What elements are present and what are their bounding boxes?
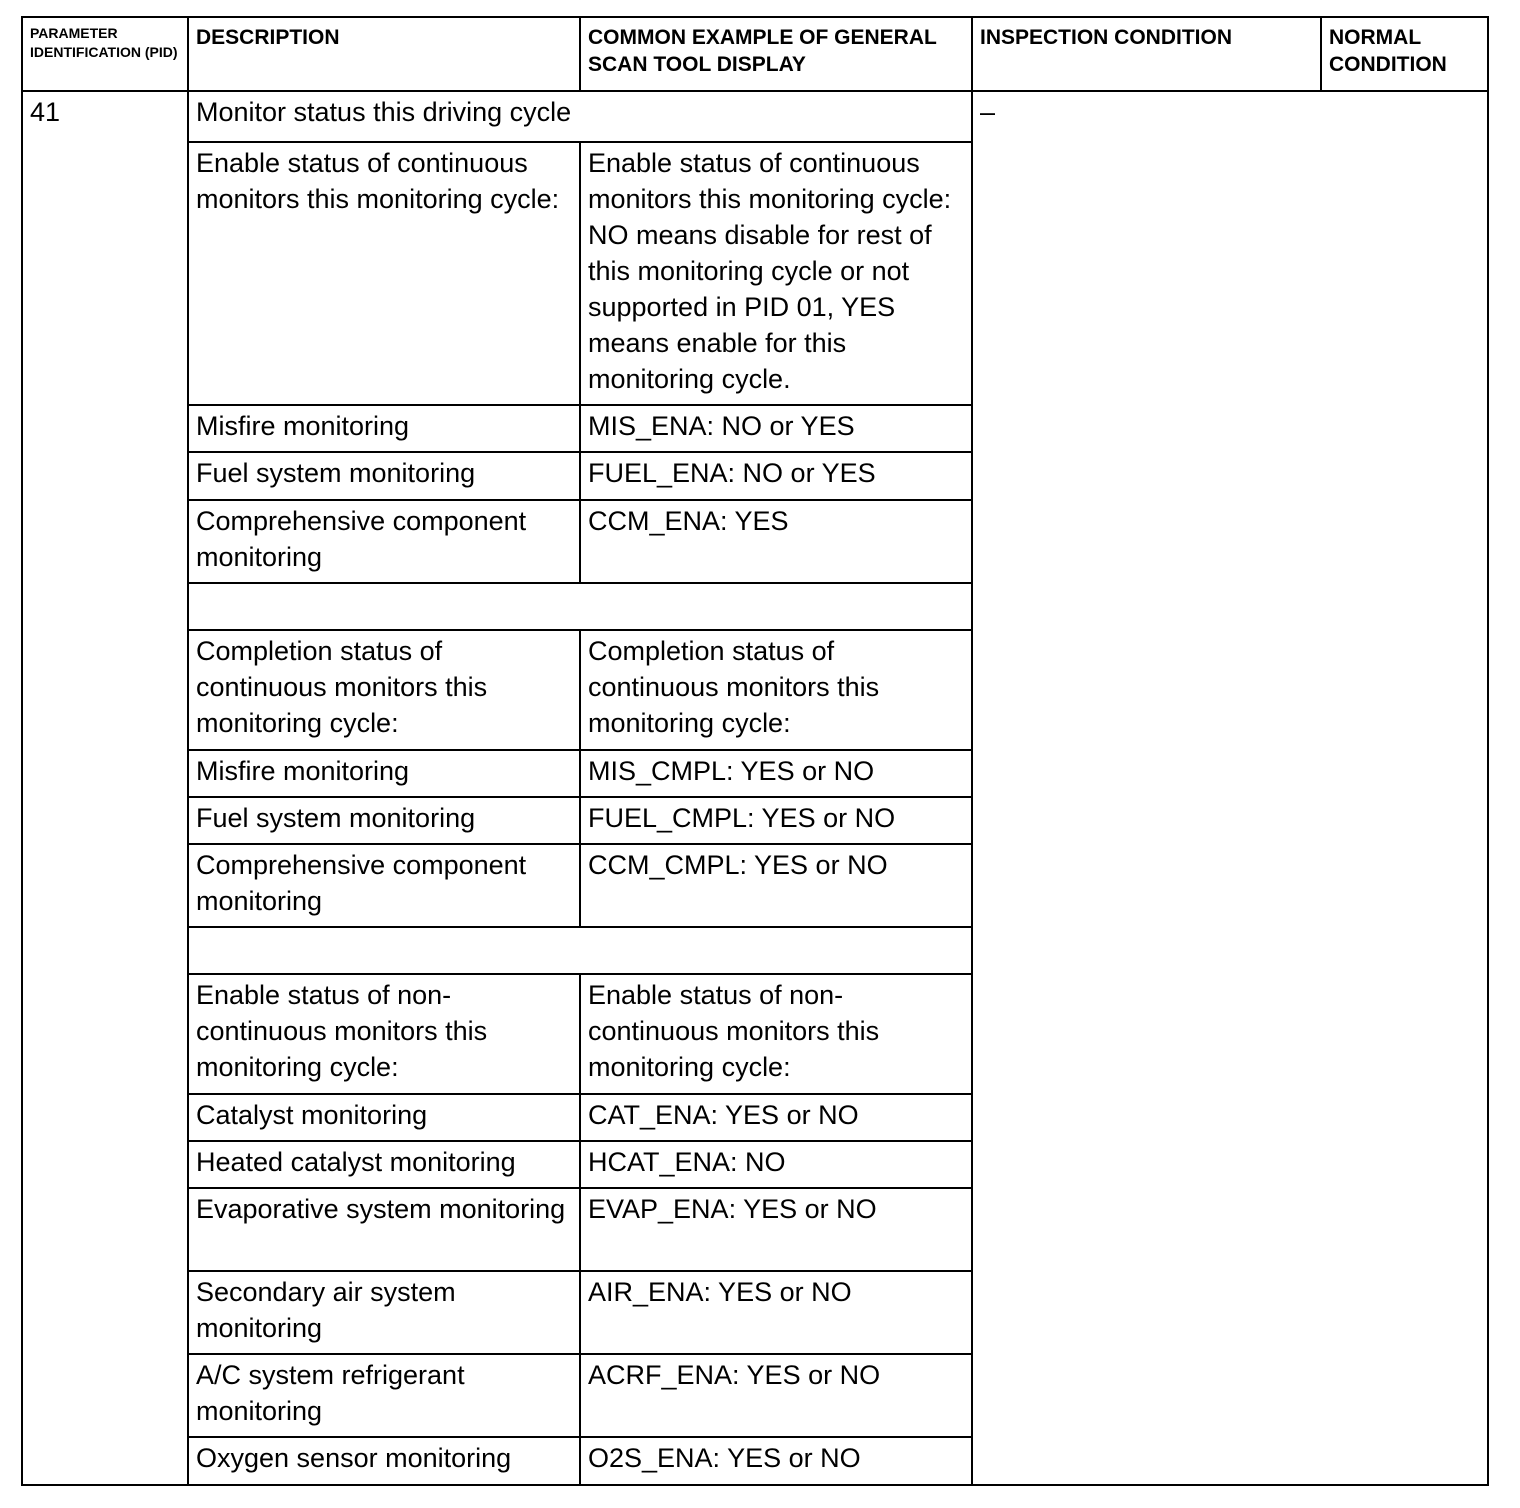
description-cell: Heated catalyst monitoring bbox=[188, 1141, 580, 1188]
header-inspection-condition: INSPECTION CONDITION bbox=[972, 17, 1321, 91]
blank-cell bbox=[188, 583, 972, 630]
pid-table bbox=[21, 16, 1489, 1486]
table-row bbox=[22, 91, 1488, 142]
description-cell: A/C system refrigerant monitoring bbox=[188, 1354, 580, 1437]
description-cell: Enable status of continuous monitors this monitoring cycle: bbox=[188, 142, 580, 405]
display-cell: FUEL_ENA: NO or YES bbox=[580, 452, 972, 500]
description-cell: Completion status of continuous monitors this monitoring cycle: bbox=[188, 630, 580, 750]
description-cell: Evaporative system monitoring bbox=[188, 1188, 580, 1271]
display-cell: ACRF_ENA: YES or NO bbox=[580, 1354, 972, 1437]
blank-cell bbox=[188, 927, 972, 974]
pid-value: 41 bbox=[22, 91, 188, 1485]
display-cell: CAT_ENA: YES or NO bbox=[580, 1094, 972, 1141]
header-normal-condition: NORMAL CONDITION bbox=[1321, 17, 1488, 91]
description-cell: Comprehensive component monitoring bbox=[188, 500, 580, 583]
display-cell: MIS_CMPL: YES or NO bbox=[580, 750, 972, 797]
description-cell: Misfire monitoring bbox=[188, 405, 580, 452]
header-scan-tool-display: COMMON EXAMPLE OF GENERAL SCAN TOOL DISPLAY bbox=[580, 17, 972, 91]
display-cell: AIR_ENA: YES or NO bbox=[580, 1271, 972, 1354]
description-cell: Misfire monitoring bbox=[188, 750, 580, 797]
display-cell: O2S_ENA: YES or NO bbox=[580, 1437, 972, 1485]
description-cell: Enable status of non-continuous monitors this monitoring cycle: bbox=[188, 974, 580, 1094]
display-cell: FUEL_CMPL: YES or NO bbox=[580, 797, 972, 844]
description-cell: Oxygen sensor monitoring bbox=[188, 1437, 580, 1485]
header-pid: PARAMETER IDENTIFICATION (PID) bbox=[22, 17, 188, 91]
description-cell: Fuel system monitoring bbox=[188, 797, 580, 844]
display-cell: MIS_ENA: NO or YES bbox=[580, 405, 972, 452]
inspection-value: – bbox=[972, 91, 1488, 1485]
header-description: DESCRIPTION bbox=[188, 17, 580, 91]
display-cell: Enable status of continuous monitors this monitoring cycle: NO means disable for rest of this monitoring cycle or not supported in PID 01, YES means enable for this monitoring cycle. bbox=[580, 142, 972, 405]
description-cell: Catalyst monitoring bbox=[188, 1094, 580, 1141]
display-cell: Enable status of non-continuous monitors this monitoring cycle: bbox=[580, 974, 972, 1094]
display-cell: Completion status of continuous monitors this monitoring cycle: bbox=[580, 630, 972, 750]
display-cell: CCM_ENA: YES bbox=[580, 500, 972, 583]
title-row: Monitor status this driving cycle bbox=[188, 91, 972, 142]
display-cell: CCM_CMPL: YES or NO bbox=[580, 844, 972, 927]
description-cell: Comprehensive component monitoring bbox=[188, 844, 580, 927]
description-cell: Fuel system monitoring bbox=[188, 452, 580, 500]
description-cell: Secondary air system monitoring bbox=[188, 1271, 580, 1354]
display-cell: EVAP_ENA: YES or NO bbox=[580, 1188, 972, 1271]
header-row bbox=[22, 17, 1488, 91]
display-cell: HCAT_ENA: NO bbox=[580, 1141, 972, 1188]
